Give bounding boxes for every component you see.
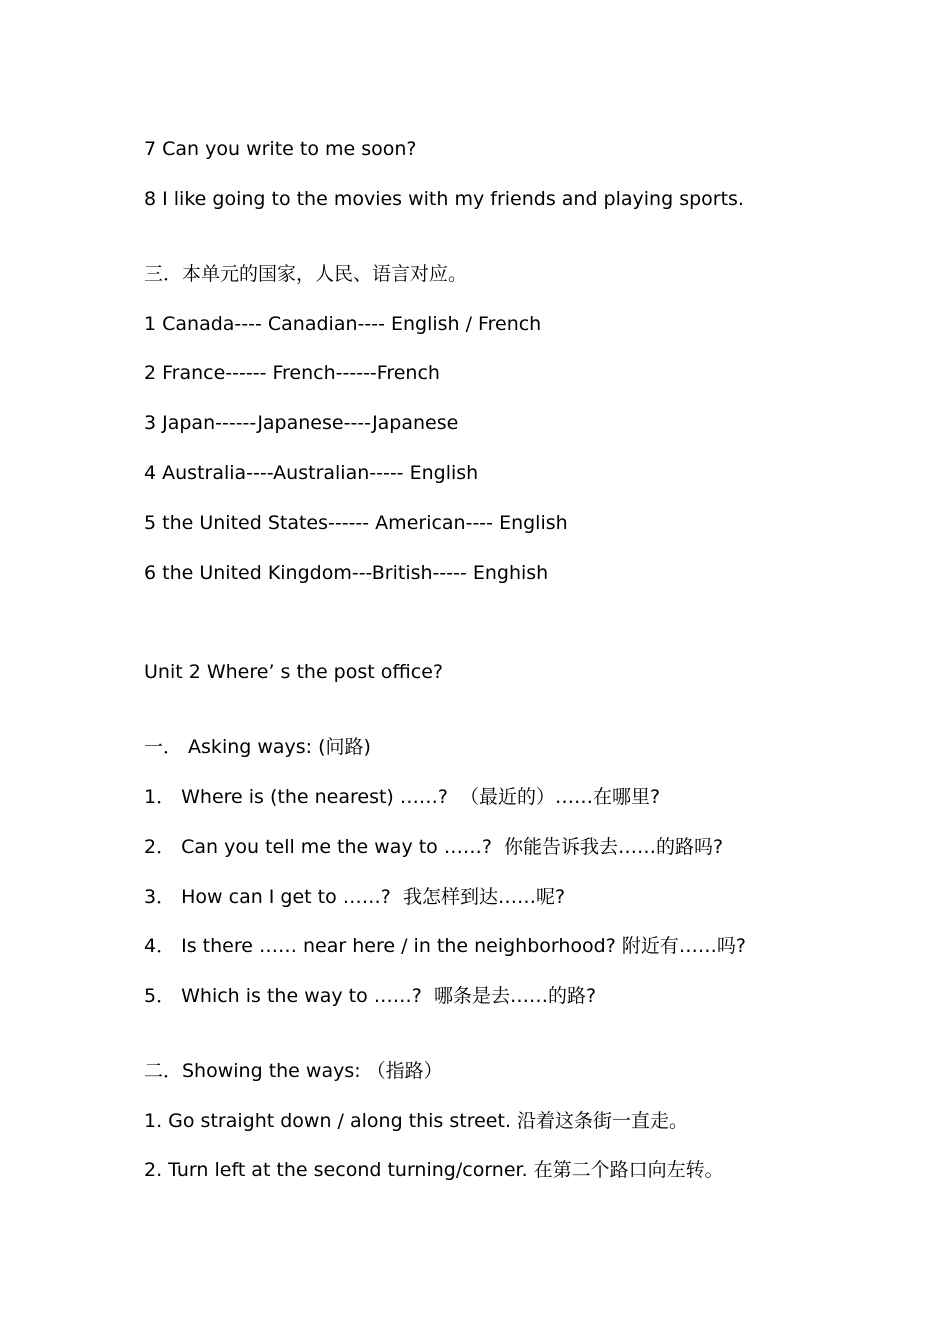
showing-item-2: 2. Turn left at the second turning/corner. 在第二个路口向左转。 xyxy=(144,1159,724,1181)
sentence-8: 8 I like going to the movies with my friends and playing sports. xyxy=(144,188,744,210)
asking-item-4: 4． Is there …… near here / in the neighborhood? 附近有……吗? xyxy=(144,935,746,957)
showing-item-1: 1. Go straight down / along this street. 沿着这条街一直走。 xyxy=(144,1110,689,1132)
asking-item-2: 2． Can you tell me the way to ……? 你能告诉我去……的路吗? xyxy=(144,836,724,858)
section-heading-asking-ways: 一． Asking ways: (问路) xyxy=(144,736,371,758)
sentence-7: 7 Can you write to me soon? xyxy=(144,138,417,160)
country-item-australia: 4 Australia----Australian----- English xyxy=(144,462,479,484)
country-item-united-states: 5 the United States------ American---- English xyxy=(144,512,568,534)
unit-title: Unit 2 Where’ s the post office? xyxy=(144,661,443,683)
country-item-canada: 1 Canada---- Canadian---- English / French xyxy=(144,313,542,335)
country-item-japan: 3 Japan------Japanese----Japanese xyxy=(144,412,459,434)
asking-item-3: 3． How can I get to ……? 我怎样到达……呢? xyxy=(144,886,566,908)
section-heading-countries: 三．本单元的国家，人民、语言对应。 xyxy=(144,263,468,285)
section-heading-showing-ways: 二．Showing the ways: （指路） xyxy=(144,1060,443,1082)
asking-item-1: 1． Where is (the nearest) ……? （最近的）……在哪里? xyxy=(144,786,661,808)
asking-item-5: 5． Which is the way to ……? 哪条是去……的路? xyxy=(144,985,597,1007)
country-item-united-kingdom: 6 the United Kingdom---British----- Enghish xyxy=(144,562,549,584)
country-item-france: 2 France------ French------French xyxy=(144,362,440,384)
